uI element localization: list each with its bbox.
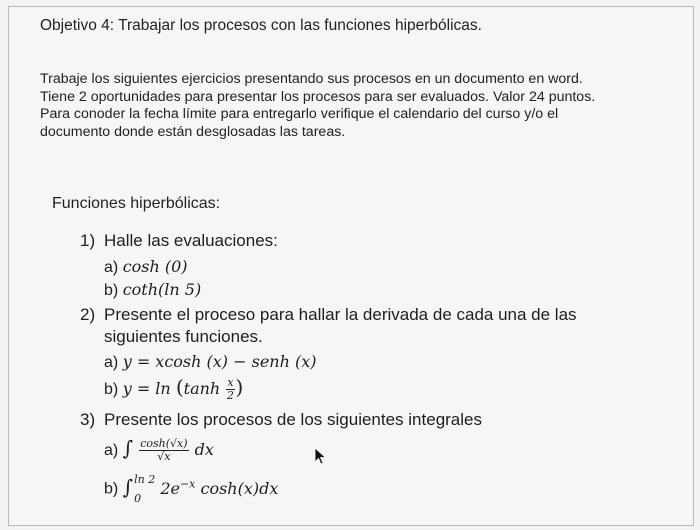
- fraction: $\frac{x}{2}$: [226, 376, 234, 402]
- section-title: Funciones hiperbólicas:: [52, 195, 221, 212]
- math-expression: y = xcosh (x) − senh (x): [122, 352, 317, 371]
- instruction-line: Trabaje los siguientes ejercicios presentando sus procesos en un documento en word.: [40, 71, 583, 87]
- math-expression: cosh (0): [122, 257, 188, 276]
- exercise-title: Halle las evaluaciones:: [104, 231, 278, 250]
- exercise-item: [104, 257, 188, 277]
- mouse-cursor-icon: [314, 447, 328, 465]
- exercise-number: 2): [80, 305, 96, 324]
- exercise-item: [104, 436, 214, 463]
- instruction-line: Para conoder la fecha límite para entregarlo verifique el calendario del curso y/o el: [40, 106, 559, 122]
- item-label: a): [104, 354, 119, 371]
- math-expression: coth(ln 5): [122, 280, 202, 299]
- math-expression: ∫ ln 2 0 $2e^{-x}$ cosh(x)dx: [122, 473, 279, 505]
- item-label: b): [104, 381, 119, 398]
- exercise-title: Presente el proceso para hallar la derivada de cada una de las: [104, 305, 577, 324]
- exercise-number: 1): [80, 231, 96, 250]
- instructions-paragraph: [40, 71, 670, 141]
- integral-limits: ln 2 0: [134, 473, 156, 505]
- item-label: b): [104, 480, 119, 498]
- objective-heading: Objetivo 4: Trabajar los procesos con las funciones hiperbólicas.: [40, 17, 482, 34]
- math-expression: y = ln (tanh $\frac{x}{2}$ ): [122, 375, 244, 402]
- exercise-title: siguientes funciones.: [104, 327, 263, 346]
- exercise-item: [104, 375, 243, 402]
- fraction: $\frac{\cosh(√x)}{√x}$: [140, 437, 188, 463]
- exercise-number: 3): [80, 410, 96, 429]
- item-label: a): [104, 442, 119, 459]
- instruction-line: Tiene 2 oportunidades para presentar los procesos para ser evaluados. Valor 24 puntos.: [40, 88, 596, 105]
- exercise-item: [104, 474, 278, 504]
- item-label: b): [104, 282, 119, 299]
- instruction-line: documento donde están desglosadas las tareas.: [40, 123, 346, 140]
- exercise-item: [104, 352, 317, 372]
- item-label: a): [104, 259, 119, 276]
- math-expression: ∫ $\frac{\cosh(√x)}{√x}$ dx: [122, 436, 214, 463]
- exercise-item: [104, 280, 201, 300]
- exercise-title: Presente los procesos de los siguientes integrales: [104, 410, 482, 429]
